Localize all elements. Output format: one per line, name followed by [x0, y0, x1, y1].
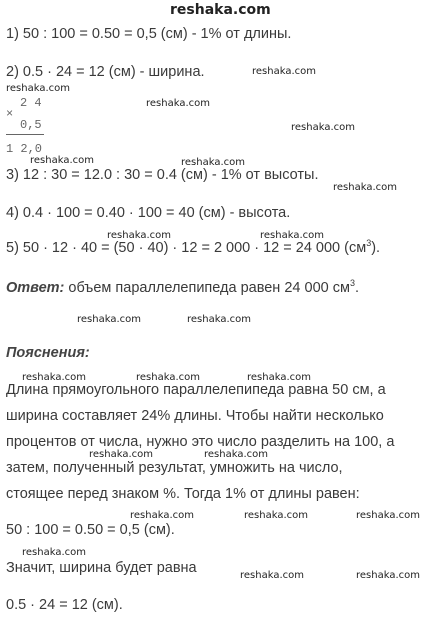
answer-exponent: 3 — [349, 278, 355, 289]
watermark: reshaka.com — [356, 510, 420, 521]
step-2: 2) 0.5 · 24 = 12 (см) - ширина. — [6, 64, 205, 80]
explanation-line: затем, полученный результат, умножить на число, — [6, 460, 343, 476]
step-5 — [6, 240, 380, 256]
watermark: reshaka.com — [77, 314, 141, 325]
step-3: 3) 12 : 30 = 12.0 : 30 = 0.4 (см) - 1% от высоты. — [6, 167, 319, 183]
watermark: reshaka.com — [204, 449, 268, 460]
answer-label: Ответ: — [6, 280, 65, 296]
step-1: 1) 50 : 100 = 0.50 = 0,5 (см) - 1% от длины. — [6, 26, 292, 42]
explanation-line: процентов от числа, нужно это число разделить на 100, а — [6, 434, 395, 450]
watermark: reshaka.com — [252, 66, 316, 77]
watermark: reshaka.com — [22, 372, 86, 383]
watermark: reshaka.com — [30, 155, 94, 166]
watermark: reshaka.com — [260, 230, 324, 241]
explanation-line: ширина составляет 24% длины. Чтобы найти несколько — [6, 408, 384, 424]
explanation-line: 0.5 · 24 = 12 (см). — [6, 597, 123, 613]
site-title: reshaka.com — [170, 2, 271, 18]
step-5-exponent: 3 — [366, 238, 372, 249]
watermark: reshaka.com — [333, 182, 397, 193]
calc-result: 1 2,0 — [6, 142, 43, 156]
step-5-end: ). — [371, 240, 381, 256]
watermark: reshaka.com — [244, 510, 308, 521]
explanation-heading: Пояснения: — [6, 345, 90, 361]
explanation-line: стоящее перед знаком %. Тогда 1% от длины равен: — [6, 486, 360, 502]
watermark: reshaka.com — [22, 547, 86, 558]
watermark: reshaka.com — [181, 157, 245, 168]
watermark: reshaka.com — [89, 449, 153, 460]
explanation-line: Длина прямоугольного параллелепипеда равна 50 см, а — [6, 382, 386, 398]
explanation-line: 50 : 100 = 0.50 = 0,5 (см). — [6, 522, 175, 538]
watermark: reshaka.com — [291, 122, 355, 133]
watermark: reshaka.com — [146, 98, 210, 109]
calc-top: 2 4 — [20, 96, 42, 110]
calc-rule — [6, 134, 44, 135]
step-5-text: 5) 50 · 12 · 40 = (50 · 40) · 12 = 2 000 · 12 = 24 000 (см — [6, 240, 367, 256]
watermark: reshaka.com — [247, 372, 311, 383]
watermark: reshaka.com — [136, 372, 200, 383]
answer-end: . — [354, 280, 359, 296]
calc-bottom: 0,5 — [20, 118, 42, 132]
step-4: 4) 0.4 · 100 = 0.40 · 100 = 40 (см) - высота. — [6, 205, 291, 221]
watermark: reshaka.com — [240, 570, 304, 581]
answer-line — [6, 280, 359, 296]
watermark: reshaka.com — [107, 230, 171, 241]
explanation-line: Значит, ширина будет равна — [6, 560, 197, 576]
watermark: reshaka.com — [187, 314, 251, 325]
watermark: reshaka.com — [6, 83, 70, 94]
watermark: reshaka.com — [130, 510, 194, 521]
watermark: reshaka.com — [356, 570, 420, 581]
answer-text: объем параллелепипеда равен 24 000 см — [64, 280, 350, 296]
calc-sign: × — [6, 107, 14, 121]
